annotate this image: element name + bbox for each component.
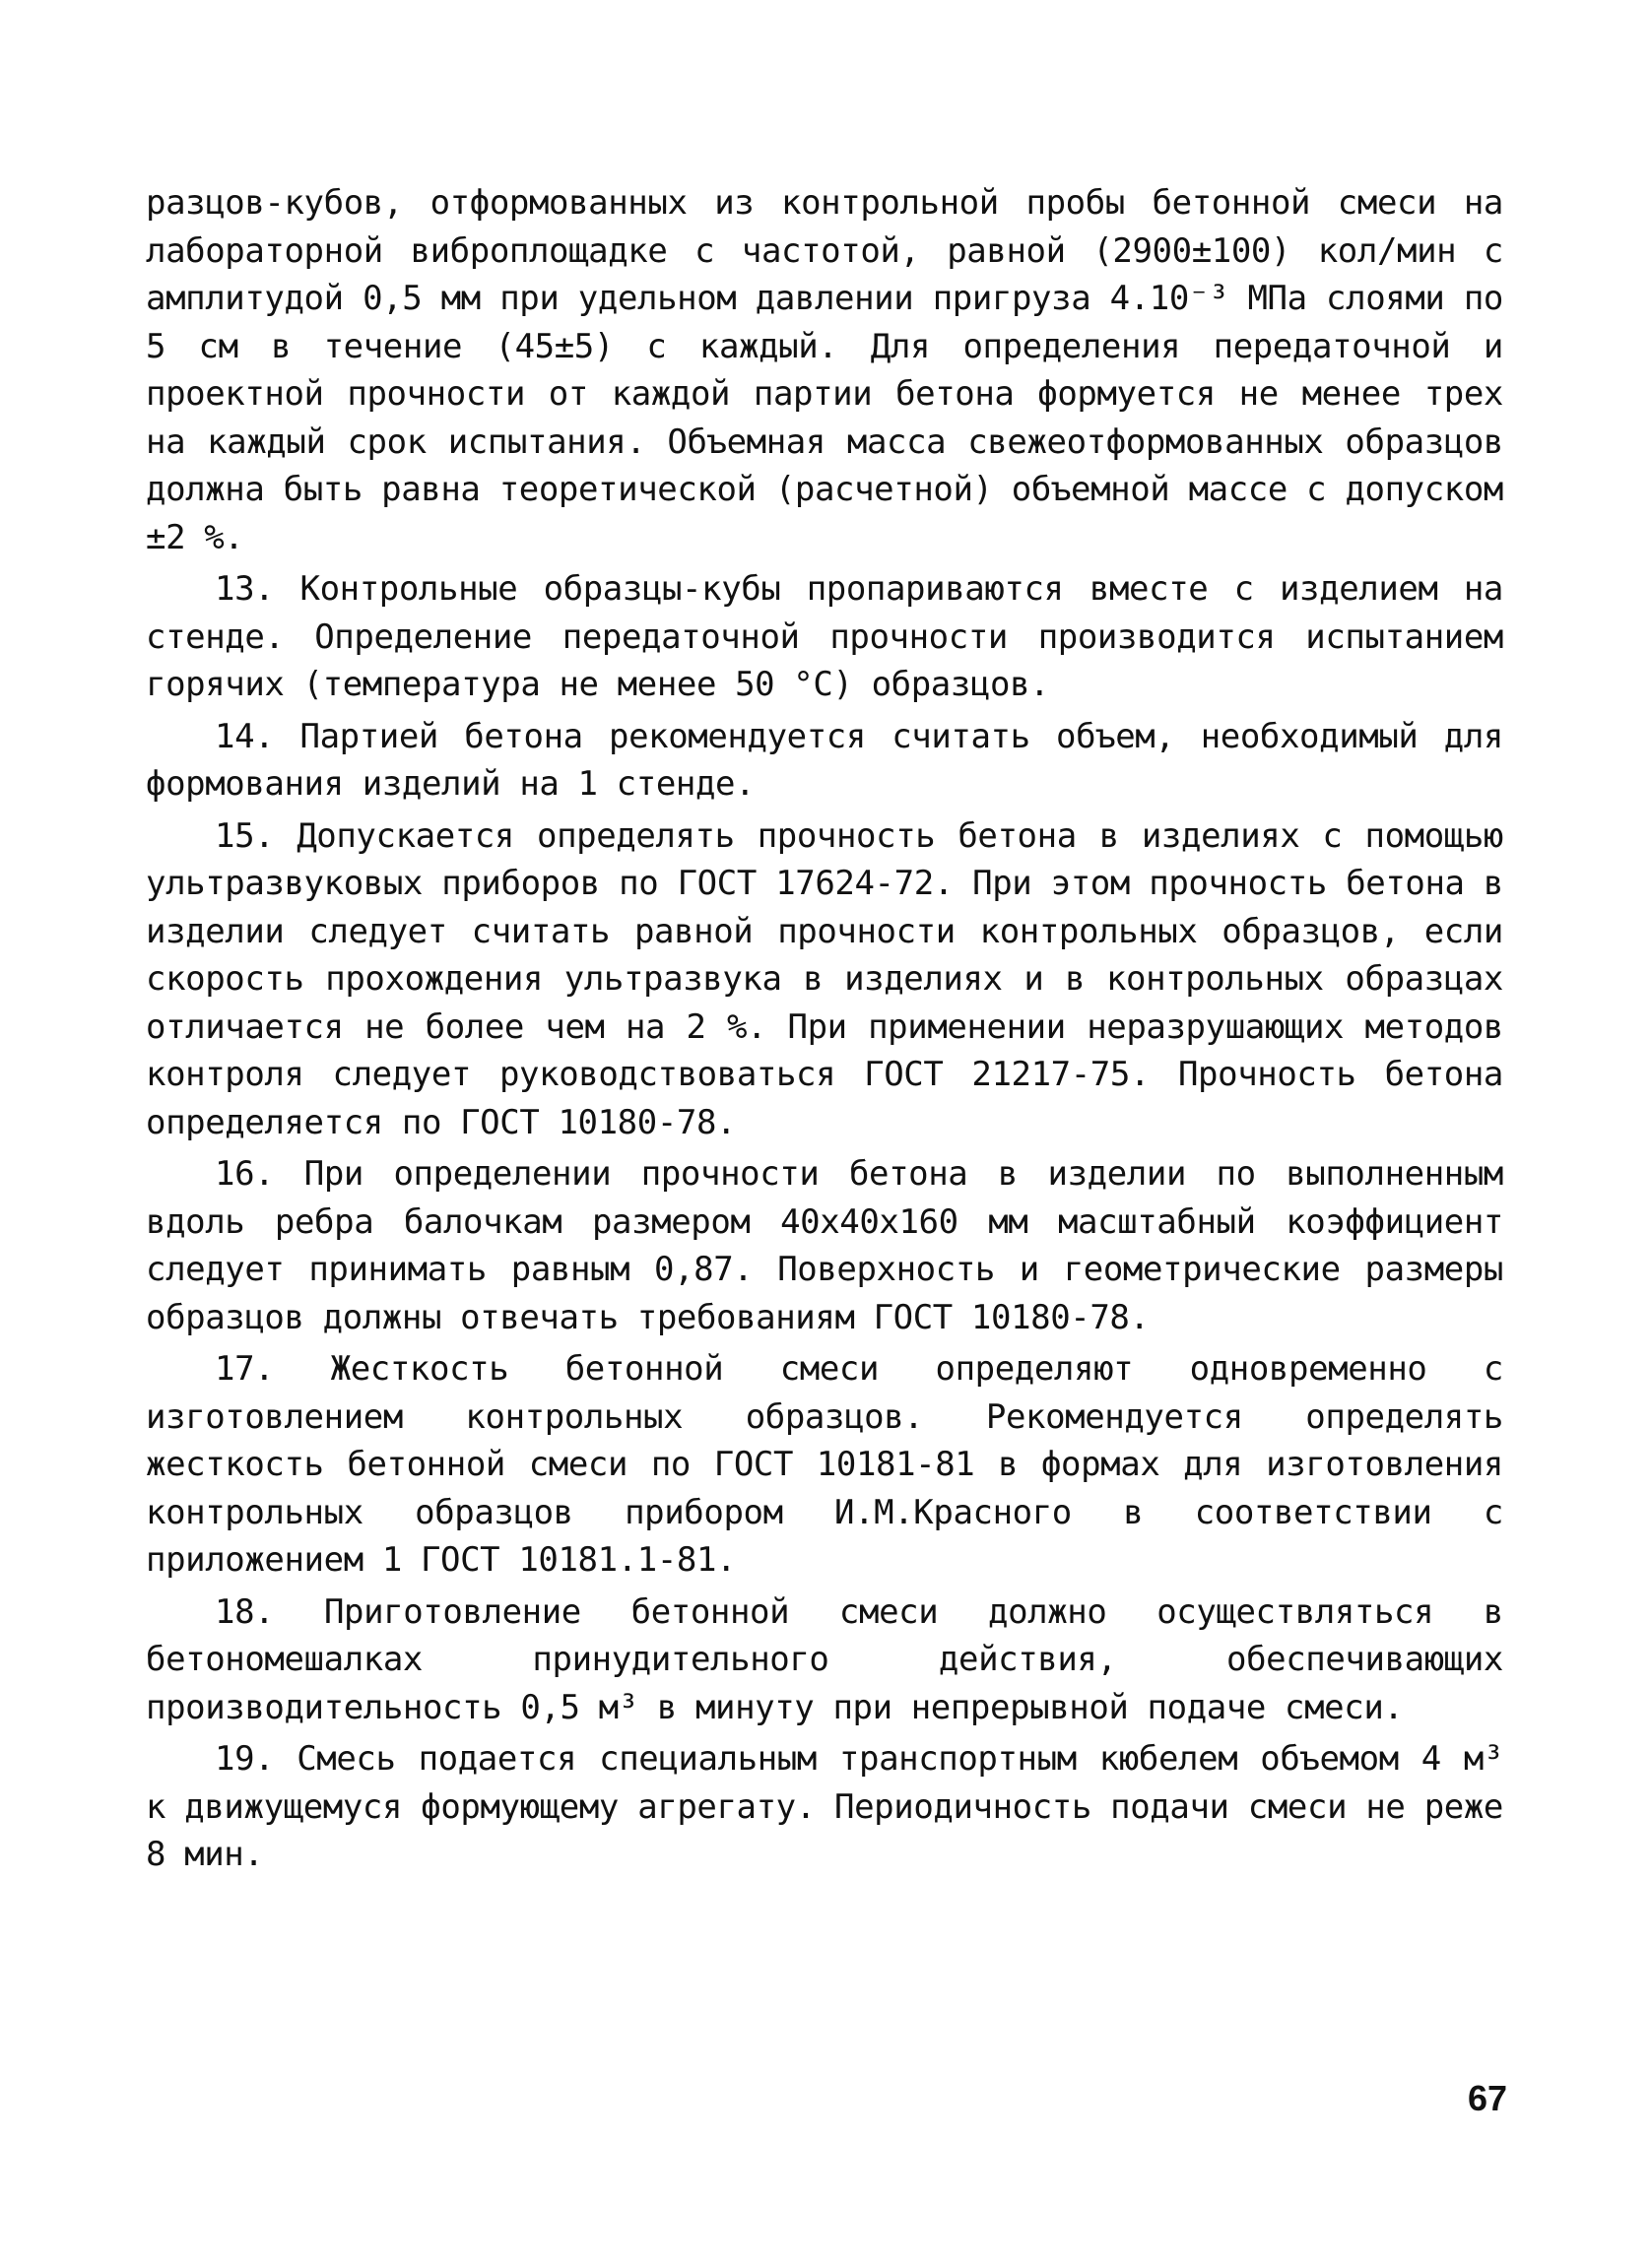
paragraph-19: 19. Смесь подается специальным транспортным кюбелем объемом 4 м³ к движущемуся формующему агрегату. Периодичность подачи смеси не реже 8 мин. <box>146 1739 1503 1874</box>
paragraph-14: 14. Партией бетона рекомендуется считать объем, необходимый для формования изделий на 1 стенде. <box>146 716 1503 804</box>
paragraph-13: 13. Контрольные образцы-кубы пропариваются вместе с изделием на стенде. Определение передаточной прочности производится испытанием горячих (температура не менее 50 °С) образцов. <box>146 569 1503 704</box>
paragraph-18: 18. Приготовление бетонной смеси должно осуществляться в бетономешалках принудительного действия, обеспечивающих производительность 0,5 м³ в минуту при непрерывной подаче смеси. <box>146 1591 1503 1727</box>
paragraph-17: 17. Жесткость бетонной смеси определяют одновременно с изготовлением контрольных образцов. Рекомендуется определять жесткость бетонной смеси по ГОСТ 10181-81 в формах для изготовления контрольных образцов прибором И.М.Красного в соответствии с приложением 1 ГОСТ 10181.1-81. <box>146 1349 1503 1580</box>
paragraph-15: 15. Допускается определять прочность бетона в изделиях с помощью ультразвуковых приборов по ГОСТ 17624-72. При этом прочность бетона в изделии следует считать равной прочности контрольных образцов, если скорость прохождения ультразвука в изделиях и в контрольных образцах отличается не более чем на 2 %. При применении неразрушающих методов контроля следует руководствоваться ГОСТ 21217-75. Прочность бетона определяется по ГОСТ 10180-78. <box>146 815 1503 1142</box>
body-text <box>146 179 1503 1879</box>
paragraph-continuation: разцов-кубов, отформованных из контрольной пробы бетонной смеси на лабораторной виброплощадке с частотой, равной (2900±100) кол/мин с амплитудой 0,5 мм при удельном давлении пригруза 4.10⁻³ МПа слоями по 5 см в течение (45±5) с каждый. Для определения передаточной и проектной прочности от каждой партии бетона формуется не менее трех на каждый срок испытания. Объемная масса свежеотформованных образцов должна быть равна теоретической (расчетной) объемной массе с допуском ±2 %. <box>146 183 1503 557</box>
paragraph-16: 16. При определении прочности бетона в изделии по выполненным вдоль ребра балочкам размером 40х40х160 мм масштабный коэффициент следует принимать равным 0,87. Поверхность и геометрические размеры образцов должны отвечать требованиям ГОСТ 10180-78. <box>146 1154 1503 1337</box>
page-number: 67 <box>1467 2078 1507 2118</box>
